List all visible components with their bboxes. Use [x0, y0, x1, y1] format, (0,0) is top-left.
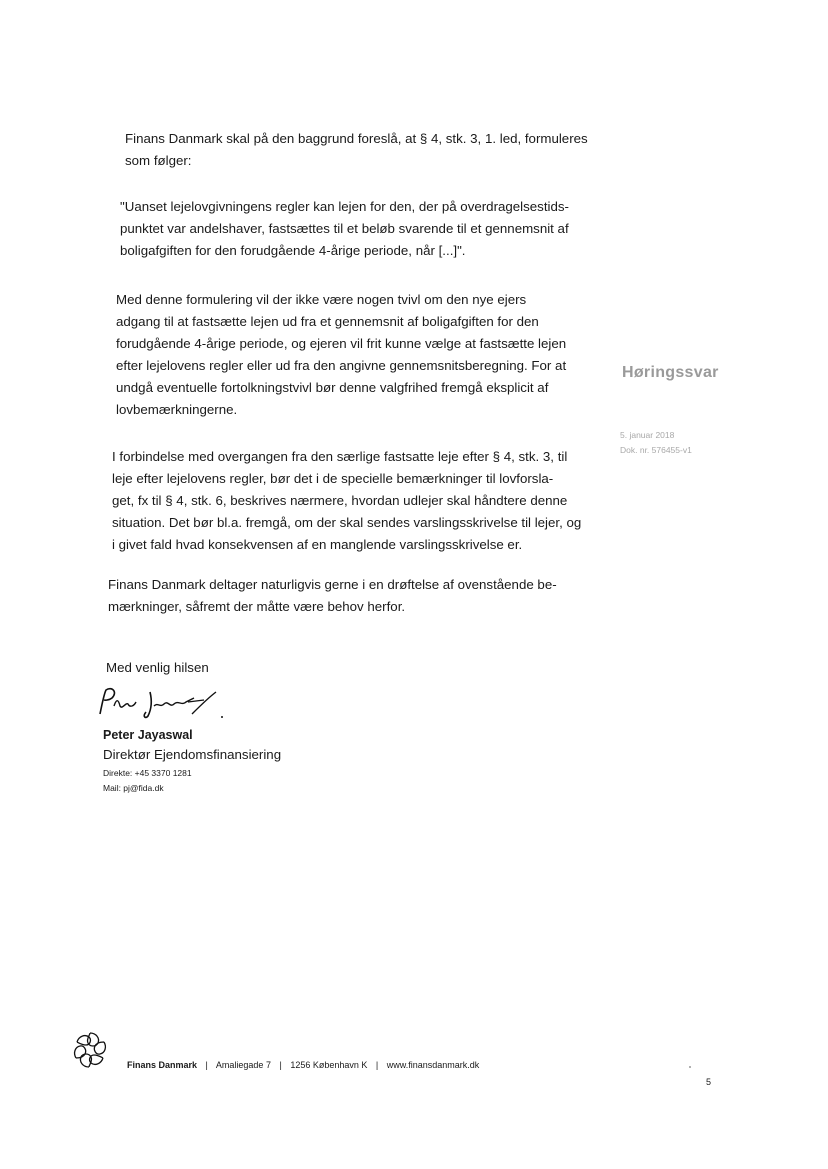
text-line: punktet var andelshaver, fastsættes til et beløb svarende til et gennemsnit af [120, 221, 569, 236]
signer-name: Peter Jayaswal [103, 728, 193, 742]
closing-greeting: Med venlig hilsen [106, 660, 209, 675]
footer-separator: | [205, 1060, 208, 1070]
footer-address: Amaliegade 7 [215, 1060, 271, 1070]
text-line: leje efter lejelovens regler, bør det i de specielle bemærkninger til lovforsla- [112, 471, 554, 486]
document-number: Dok. nr. 576455-v1 [620, 445, 692, 455]
body-paragraph-2 [120, 196, 590, 262]
footer-separator: | [375, 1060, 379, 1070]
signer-phone: Direkte: +45 3370 1281 [103, 768, 192, 778]
text-line: Finans Danmark deltager naturligvis gerne i en drøftelse af ovenstående be- [108, 577, 557, 592]
body-paragraph-4 [112, 446, 582, 556]
body-paragraph-5 [108, 574, 578, 618]
handwritten-signature [92, 684, 232, 724]
scan-speck [689, 1066, 691, 1068]
text-line: som følger: [125, 153, 192, 168]
signer-title: Direktør Ejendomsfinansiering [103, 747, 282, 762]
footer-city: 1256 København K [290, 1060, 368, 1070]
text-line: forudgående 4-årige periode, og ejeren vil frit kunne vælge at fastsætte lejen [116, 336, 567, 351]
text-line: "Uanset lejelovgivningens regler kan lejen for den, der på overdragelsestids- [120, 199, 569, 214]
body-paragraph-3 [116, 289, 586, 421]
signer-mail: Mail: pj@fida.dk [103, 783, 164, 793]
text-line: situation. Det bør bl.a. fremgå, om der skal sendes varslingsskrivelse til lejer, og [112, 515, 582, 530]
page-number: 5 [706, 1077, 712, 1087]
signature-block [103, 726, 281, 796]
text-line: i givet fald hvad konsekvensen af en manglende varslingsskrivelse er. [112, 537, 523, 552]
text-line: boligafgiften for den forudgående 4-årige periode, når [...]". [120, 243, 466, 258]
text-line: undgå eventuelle fortolkningstvivl bør denne valgfrihed fremgå eksplicit af [116, 380, 549, 395]
body-paragraph-1 [125, 128, 595, 172]
text-line: mærkninger, såfremt der måtte være behov herfor. [108, 599, 406, 614]
text-line: get, fx til § 4, stk. 6, beskrives nærmere, hvordan udlejer skal håndtere denne [112, 493, 568, 508]
text-line: Finans Danmark skal på den baggrund foreslå, at § 4, stk. 3, 1. led, formuleres [125, 131, 588, 146]
sidebar-title: Høringssvar [622, 364, 719, 381]
text-line: lovbemærkningerne. [116, 402, 238, 417]
footer-website: www.finansdanmark.dk [386, 1060, 480, 1070]
finans-danmark-logo-icon [70, 1030, 110, 1070]
text-line: I forbindelse med overgangen fra den særlige fastsatte leje efter § 4, stk. 3, til [112, 449, 568, 464]
text-line: adgang til at fastsætte lejen ud fra et gennemsnit af boligafgiften for den [116, 314, 539, 329]
footer-separator: | [279, 1060, 282, 1070]
footer-text [127, 1060, 479, 1070]
footer-brand: Finans Danmark [127, 1060, 198, 1070]
page-footer [70, 1030, 770, 1090]
sidebar-meta [620, 428, 692, 458]
text-line: efter lejelovens regler eller ud fra den angivne gennemsnitsberegning. For at [116, 358, 567, 373]
document-date: 5. januar 2018 [620, 430, 675, 440]
text-line: Med denne formulering vil der ikke være nogen tvivl om den nye ejers [116, 292, 527, 307]
